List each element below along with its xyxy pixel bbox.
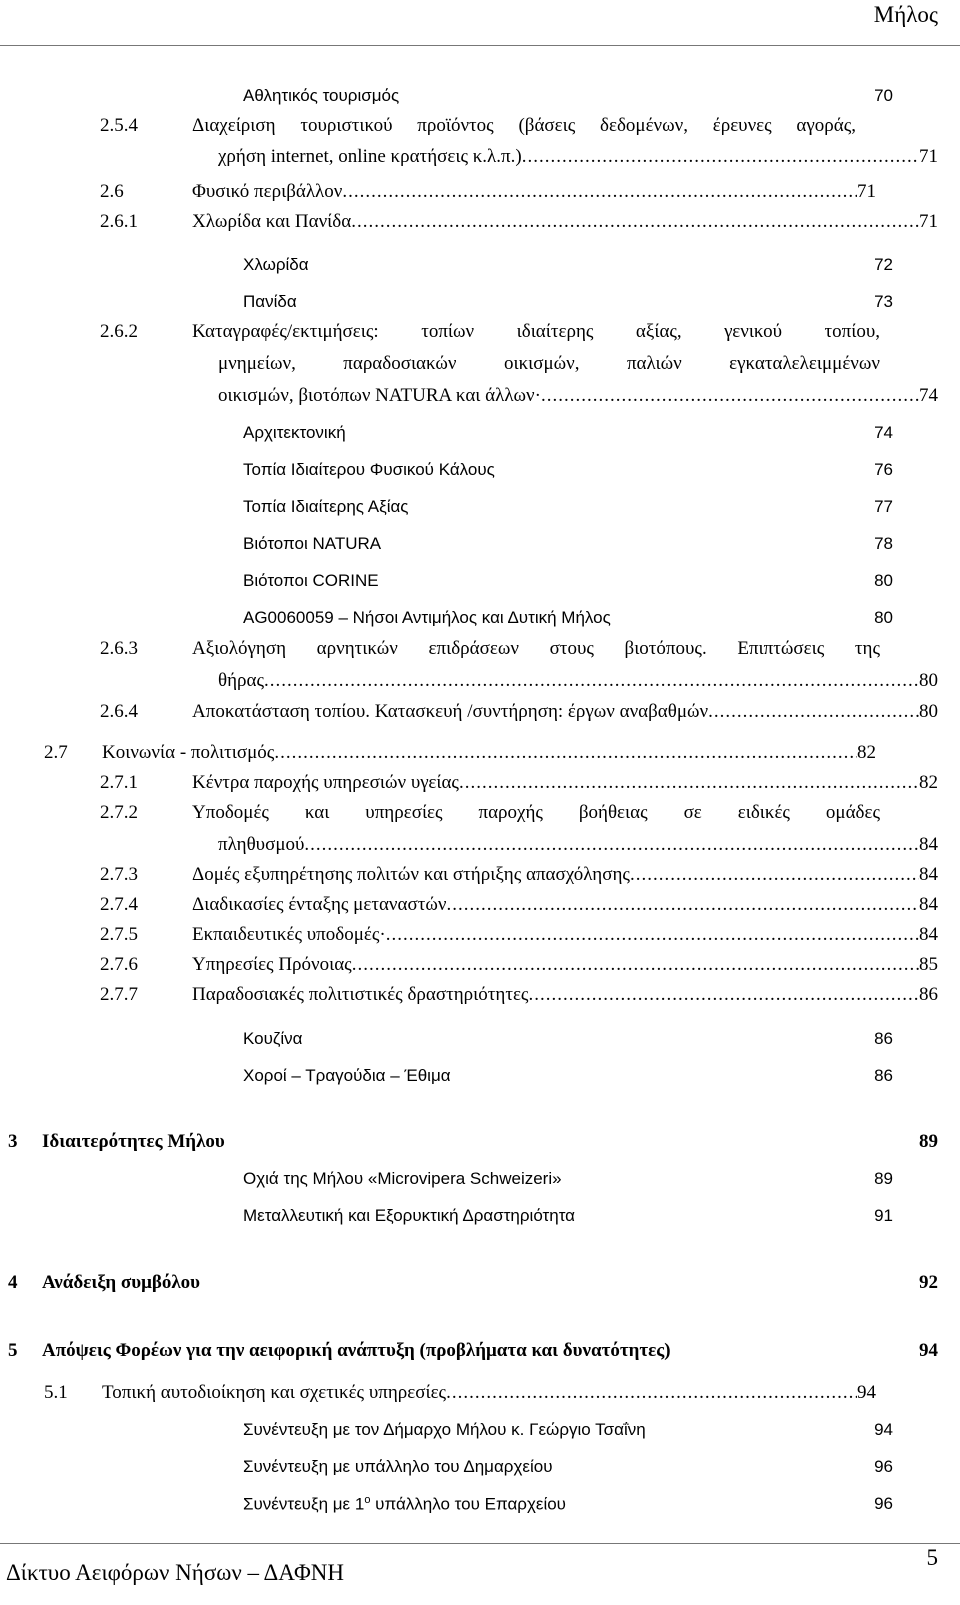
header-divider (0, 45, 960, 46)
dot-leader (459, 772, 919, 794)
toc-page: 71 (919, 211, 938, 232)
toc-sub-title[interactable]: Πανίδα (243, 292, 297, 311)
toc-entry-title: Υπηρεσίες Πρόνοιας (192, 954, 352, 975)
toc-chapter-number: 3 (8, 1131, 18, 1152)
toc-sub-page: 86 (874, 1029, 893, 1048)
toc-entry[interactable] (192, 924, 938, 946)
toc-page: 84 (919, 834, 938, 855)
toc-entry[interactable] (192, 894, 938, 916)
toc-sub-page: 86 (874, 1066, 893, 1085)
toc-entry[interactable] (192, 984, 938, 1006)
page-number: 5 (926, 1545, 938, 1570)
toc-sub-title[interactable]: Αρχιτεκτονική (243, 423, 346, 442)
toc-sub-title[interactable]: Αθλητικός τουρισμός (243, 86, 400, 105)
toc-entry-title: Τοπική αυτοδιοίκηση και σχετικές υπηρεσίες (102, 1382, 447, 1403)
toc-entry[interactable] (218, 385, 938, 407)
dot-leader (446, 1382, 857, 1404)
toc-entry[interactable] (192, 701, 938, 723)
toc-sub-page: 96 (874, 1494, 893, 1513)
toc-page: 74 (919, 385, 938, 406)
toc-number: 2.7.4 (100, 894, 138, 915)
toc-sub-page: 78 (874, 534, 893, 553)
toc-chapter-page: 94 (919, 1340, 938, 1361)
footer-title: Δίκτυο Αειφόρων Νήσων – ΔΑΦΝΗ (6, 1560, 344, 1585)
toc-page: 86 (919, 984, 938, 1005)
toc-number: 2.7.6 (100, 954, 138, 975)
toc-page: 94 (857, 1382, 876, 1403)
toc-number: 2.7.2 (100, 802, 138, 823)
toc-number: 2.5.4 (100, 115, 138, 136)
toc-chapter-page: 92 (919, 1272, 938, 1293)
toc-sub-title-pre: Συνέντευξη με 1 (243, 1494, 365, 1514)
toc-entry[interactable] (192, 211, 938, 233)
dot-leader (342, 181, 857, 203)
toc-entry-title: Διαδικασίες ένταξης μεταναστών (192, 894, 447, 915)
toc-sub-page: 73 (874, 292, 893, 311)
toc-page: 80 (919, 701, 938, 722)
toc-sub-title[interactable]: Μεταλλευτική και Εξορυκτική Δραστηριότητα (243, 1206, 576, 1225)
dot-leader (386, 924, 919, 946)
toc-entry-title: Κοινωνία - πολιτισμός (102, 742, 275, 763)
toc-number: 2.6.1 (100, 211, 138, 232)
toc-page: 84 (919, 864, 938, 885)
toc-entry[interactable] (192, 772, 938, 794)
toc-chapter-number: 5 (8, 1340, 18, 1361)
toc-entry-title: Δομές εξυπηρέτησης πολιτών και στήριξης απασχόλησης (192, 864, 630, 885)
toc-entry-title[interactable]: Καταγραφές/εκτιμήσεις: τοπίων ιδιαίτερης αξίας, γενικού τοπίου, (192, 321, 880, 342)
toc-sub-page: 76 (874, 460, 893, 479)
dot-leader (351, 211, 919, 233)
dot-leader (264, 670, 919, 692)
toc-chapter-title[interactable]: Ιδιαιτερότητες Μήλου (42, 1131, 225, 1152)
toc-entry-title[interactable]: Υποδομές και υπηρεσίες παροχής βοήθειας σε ειδικές ομάδες (192, 802, 880, 823)
toc-entry-title: Κέντρα παροχής υπηρεσιών υγείας (192, 772, 459, 793)
toc-entry-title: μνημείων, παραδοσιακών οικισμών, παλιών εγκαταλελειμμένων (218, 353, 880, 374)
toc-entry[interactable] (192, 181, 876, 203)
toc-sub-page: 72 (874, 255, 893, 274)
toc-sub-title[interactable]: Βιότοποι NATURA (243, 534, 382, 553)
toc-entry-title[interactable]: Διαχείριση τουριστικού προϊόντος (βάσεις δεδομένων, έρευνες αγοράς, (192, 115, 856, 136)
toc-number: 2.6.2 (100, 321, 138, 342)
toc-entry-title: οικισμών, βιοτόπων NATURA και άλλων· (218, 385, 541, 406)
toc-sub-title[interactable]: Κουζίνα (243, 1029, 303, 1048)
toc-entry[interactable] (218, 146, 938, 168)
toc-entry-title: πληθυσμού (218, 834, 305, 855)
toc-page: 84 (919, 924, 938, 945)
dot-leader (352, 954, 919, 976)
toc-number: 2.6 (100, 181, 124, 202)
toc-entry-title: Φυσικό περιβάλλον (192, 181, 343, 202)
toc-page: 80 (919, 670, 938, 691)
running-header: Μήλος (873, 2, 938, 27)
toc-sub-title[interactable]: Χοροί – Τραγούδια – Έθιμα (243, 1066, 451, 1085)
toc-entry[interactable] (218, 834, 938, 856)
toc-chapter-title[interactable]: Απόψεις Φορέων για την αειφορική ανάπτυξη (προβλήματα και δυνατότητες) (42, 1340, 671, 1361)
toc-sub-page: 70 (874, 86, 893, 105)
toc-number: 2.7.1 (100, 772, 138, 793)
toc-entry[interactable] (102, 742, 876, 764)
toc-sub-title-post: υπάλληλο του Επαρχείου (370, 1494, 566, 1514)
toc-number: 5.1 (44, 1382, 68, 1403)
dot-leader (522, 146, 919, 168)
footer-divider (0, 1543, 960, 1544)
toc-entry-title: Αποκατάσταση τοπίου. Κατασκευή /συντήρηση: έργων αναβαθμών (192, 701, 709, 722)
toc-number: 2.7.5 (100, 924, 138, 945)
toc-sub-title[interactable]: Τοπία Ιδιαίτερου Φυσικού Κάλους (243, 460, 495, 479)
dot-leader (528, 984, 919, 1006)
toc-number: 2.6.4 (100, 701, 138, 722)
dot-leader (541, 385, 919, 407)
toc-entry-title: Χλωρίδα και Πανίδα (192, 211, 352, 232)
dot-leader (274, 742, 857, 764)
dot-leader (304, 834, 919, 856)
toc-sub-page: 74 (874, 423, 893, 442)
toc-entry-title: Παραδοσιακές πολιτιστικές δραστηριότητες (192, 984, 529, 1005)
toc-entry-title[interactable]: Αξιολόγηση αρνητικών επιδράσεων στους βιοτόπους. Επιπτώσεις της (192, 638, 880, 659)
toc-chapter-number: 4 (8, 1272, 18, 1293)
toc-sub-title[interactable]: Χλωρίδα (243, 255, 309, 274)
toc-entry-title: Εκπαιδευτικές υποδομές· (192, 924, 386, 945)
dot-leader (630, 864, 919, 886)
toc-sub-title[interactable]: Συνέντευξη με τον Δήμαρχο Μήλου κ. Γεώργιο Τσαΐνη (243, 1420, 646, 1439)
toc-page: 84 (919, 894, 938, 915)
toc-entry[interactable] (192, 864, 938, 886)
toc-chapter-title[interactable]: Ανάδειξη συμβόλου (42, 1272, 201, 1293)
toc-page: 85 (919, 954, 938, 975)
toc-number: 2.7.3 (100, 864, 138, 885)
toc-sub-page: 96 (874, 1457, 893, 1476)
toc-sub-title[interactable] (243, 1494, 566, 1515)
toc-sub-title[interactable]: AG0060059 – Νήσοι Αντιμήλος και Δυτική Μήλος (243, 608, 611, 627)
toc-sub-page: 80 (874, 571, 893, 590)
toc-page: 82 (919, 772, 938, 793)
toc-sub-title[interactable]: Οχιά της Μήλου «Microvipera Schweizeri» (243, 1169, 562, 1188)
toc-entry-title: θήρας (218, 670, 264, 691)
toc-sub-title[interactable]: Συνέντευξη με υπάλληλο του Δημαρχείου (243, 1457, 553, 1476)
toc-sub-title[interactable]: Βιότοποι CORINE (243, 571, 379, 590)
toc-sub-page: 89 (874, 1169, 893, 1188)
toc-sub-page: 91 (874, 1206, 893, 1225)
dot-leader (446, 894, 919, 916)
toc-number: 2.7.7 (100, 984, 138, 1005)
dot-leader (708, 701, 919, 723)
toc-sub-page: 94 (874, 1420, 893, 1439)
toc-entry[interactable] (102, 1382, 876, 1404)
toc-chapter-page: 89 (919, 1131, 938, 1152)
toc-entry[interactable] (192, 954, 938, 976)
toc-sub-page: 80 (874, 608, 893, 627)
toc-page: 71 (857, 181, 876, 202)
toc-number: 2.7 (44, 742, 68, 763)
toc-sub-page: 77 (874, 497, 893, 516)
toc-sub-title[interactable]: Τοπία Ιδιαίτερης Αξίας (243, 497, 409, 516)
toc-entry-title: χρήση internet, online κρατήσεις κ.λ.π.) (218, 146, 522, 167)
toc-page: 71 (919, 146, 938, 167)
toc-page: 82 (857, 742, 876, 763)
ordinal-superscript: ο (364, 1494, 371, 1506)
toc-entry[interactable] (218, 670, 938, 692)
toc-number: 2.6.3 (100, 638, 138, 659)
